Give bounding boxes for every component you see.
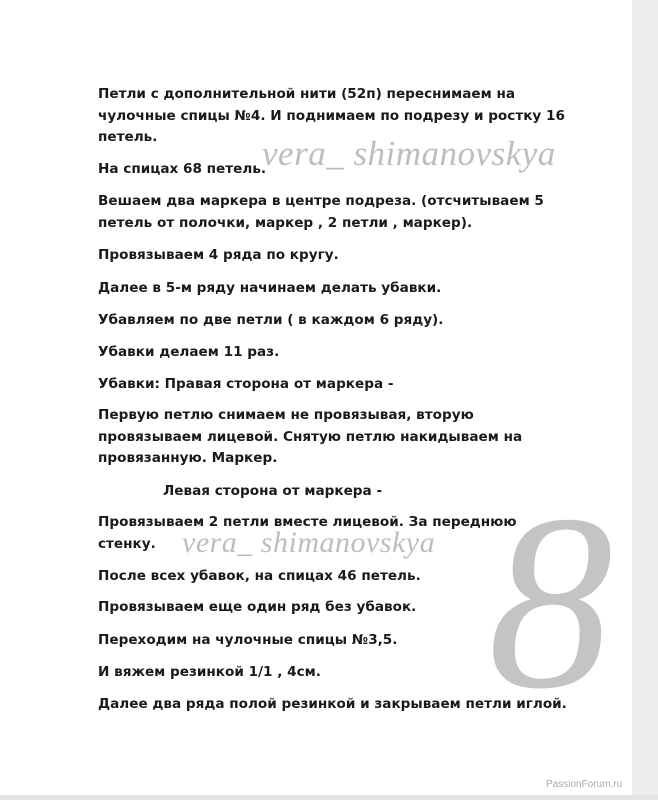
paragraph-left-side: Левая сторона от маркера -: [163, 483, 383, 499]
paragraph-stitch-count-68: На спицах 68 петель.: [98, 161, 267, 177]
paragraph-stitches-transfer: Петли с дополнительной нити (52п) переснимаем на чулочные спицы №4. И поднимаем по подрезу и ростку 16 петель.: [98, 86, 565, 145]
paragraph-right-side: Убавки: Правая сторона от маркера -: [98, 376, 394, 392]
paragraph-decrease-rate: Убавляем по две петли ( в каждом 6 ряду).: [98, 312, 444, 328]
paragraph-start-decreases: Далее в 5-м ряду начинаем делать убавки.: [98, 280, 442, 296]
paragraph-left-side-method: Провязываем 2 петли вместе лицевой. За переднюю стенку.: [98, 514, 517, 552]
source-watermark: PassionForum.ru: [546, 779, 623, 790]
page-number: 8: [488, 464, 613, 741]
paragraph-stitch-count-46: После всех убавок, на спицах 46 петель.: [98, 568, 421, 584]
watermark-bottom: vera_ shimanovskya: [182, 526, 436, 559]
paragraph-rib-1x1: И вяжем резинкой 1/1 , 4см.: [98, 664, 321, 680]
paragraph-finish: Далее два ряда полой резинкой и закрываем петли иглой.: [98, 696, 567, 712]
paragraph-knit-4-rows: Провязываем 4 ряда по кругу.: [98, 247, 339, 263]
paragraph-needles-3-5: Переходим на чулочные спицы №3,5.: [98, 632, 398, 648]
paragraph-markers: Вешаем два маркера в центре подреза. (отсчитываем 5 петель от полочки, маркер , 2 петли , маркер).: [98, 193, 544, 231]
paragraph-decrease-count: Убавки делаем 11 раз.: [98, 344, 280, 360]
watermark-top: vera_ shimanovskya: [262, 134, 556, 173]
page-bottom-strip: [0, 795, 658, 800]
paragraph-right-side-method: Первую петлю снимаем не провязывая, вторую провязываем лицевой. Снятую петлю накидываем на провязанную. Маркер.: [98, 407, 523, 466]
paragraph-extra-row: Провязываем еще один ряд без убавок.: [98, 599, 417, 615]
page-edge-shadow: [632, 0, 658, 800]
